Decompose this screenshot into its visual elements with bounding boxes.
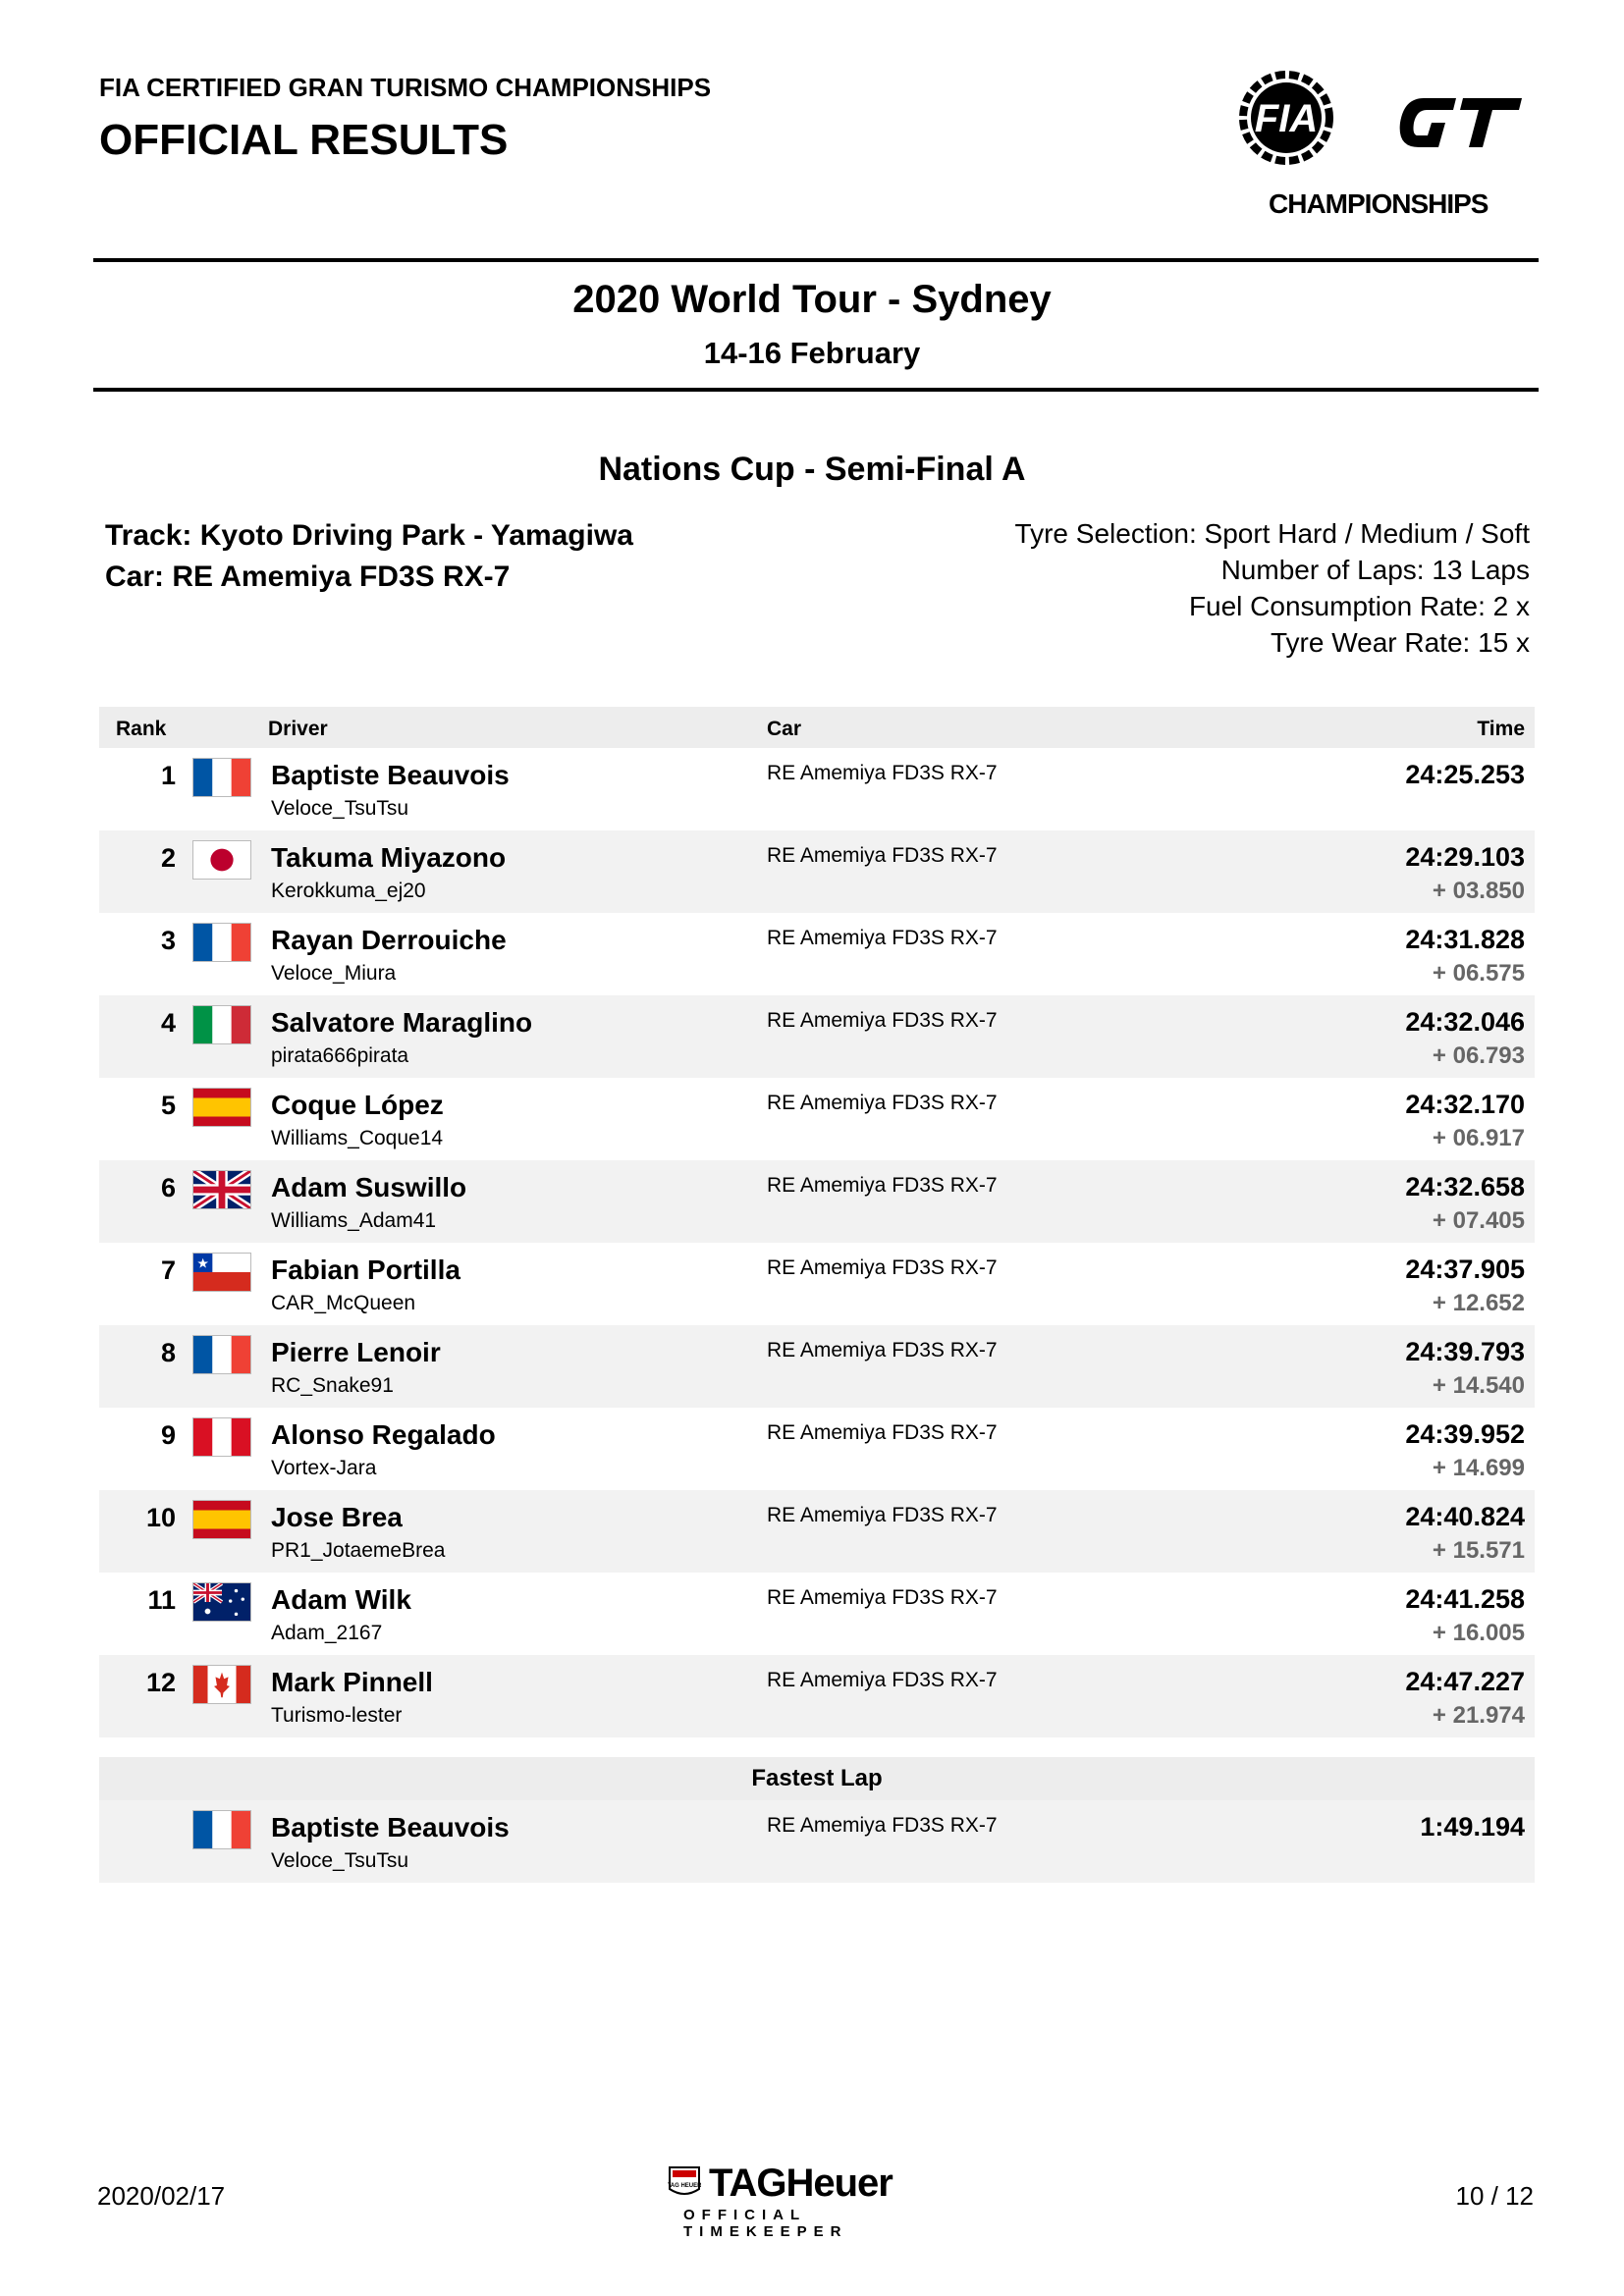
page-number: 10 / 12 bbox=[1455, 2181, 1534, 2211]
gt-logo bbox=[1400, 98, 1522, 147]
column-header-rank: Rank bbox=[116, 718, 167, 740]
fastest-lap-row bbox=[99, 1800, 1535, 1883]
fastest-lap-driver: Baptiste Beauvois bbox=[271, 1812, 510, 1842]
header-title: OFFICIAL RESULTS bbox=[99, 116, 509, 164]
table-row bbox=[99, 1655, 1535, 1737]
driver-name: Alonso Regalado bbox=[271, 1419, 496, 1450]
car-cell: RE Amemiya FD3S RX-7 bbox=[767, 1256, 998, 1279]
car-cell: RE Amemiya FD3S RX-7 bbox=[767, 1174, 998, 1197]
results-table-header bbox=[99, 707, 1535, 748]
event-dates: 14-16 February bbox=[703, 336, 921, 370]
car-cell: RE Amemiya FD3S RX-7 bbox=[767, 1339, 998, 1362]
session-title: Nations Cup - Semi-Final A bbox=[598, 451, 1026, 488]
table-row bbox=[99, 1573, 1535, 1655]
car-cell: RE Amemiya FD3S RX-7 bbox=[767, 1669, 998, 1691]
car-cell: RE Amemiya FD3S RX-7 bbox=[767, 1586, 998, 1609]
gap-cell: + 15.571 bbox=[1432, 1537, 1525, 1564]
driver-handle: Vortex-Jara bbox=[271, 1457, 377, 1479]
gap-cell: + 07.405 bbox=[1432, 1207, 1525, 1234]
tag-heuer-logo bbox=[668, 2162, 962, 2240]
driver-name: Baptiste Beauvois bbox=[271, 760, 510, 790]
time-cell: 24:32.658 bbox=[1405, 1172, 1525, 1201]
top-divider bbox=[93, 258, 1539, 262]
rank-cell: 11 bbox=[147, 1585, 176, 1615]
spain-flag bbox=[192, 1500, 251, 1539]
rank-cell: 9 bbox=[160, 1420, 176, 1450]
championship-logos bbox=[1218, 69, 1542, 226]
gap-cell: + 06.917 bbox=[1432, 1125, 1525, 1151]
chile-flag bbox=[192, 1253, 251, 1292]
rank-cell: 4 bbox=[160, 1008, 176, 1038]
sponsor-wordmark: TAGHeuer bbox=[709, 2162, 893, 2205]
gap-cell: + 12.652 bbox=[1432, 1290, 1525, 1316]
event-title: 2020 World Tour - Sydney bbox=[572, 278, 1052, 321]
france-flag bbox=[192, 1335, 251, 1374]
fia-logo bbox=[1243, 75, 1329, 161]
driver-handle: Veloce_TsuTsu bbox=[271, 797, 409, 820]
rank-cell: 6 bbox=[160, 1173, 176, 1202]
rank-cell: 1 bbox=[160, 761, 176, 790]
rank-cell: 2 bbox=[160, 843, 176, 873]
table-row bbox=[99, 1078, 1535, 1160]
canada-flag bbox=[192, 1665, 251, 1704]
car-cell: RE Amemiya FD3S RX-7 bbox=[767, 927, 998, 949]
gap-cell: + 16.005 bbox=[1432, 1620, 1525, 1646]
number-of-laps: Number of Laps: 13 Laps bbox=[1220, 555, 1530, 585]
australia-flag bbox=[192, 1582, 251, 1622]
driver-handle: Kerokkuma_ej20 bbox=[271, 880, 426, 902]
car-cell: RE Amemiya FD3S RX-7 bbox=[767, 844, 998, 867]
gap-cell: + 14.699 bbox=[1432, 1455, 1525, 1481]
car-cell: RE Amemiya FD3S RX-7 bbox=[767, 1421, 998, 1444]
tyre-wear-rate: Tyre Wear Rate: 15 x bbox=[1270, 627, 1530, 658]
driver-handle: Veloce_Miura bbox=[271, 962, 397, 985]
table-row bbox=[99, 830, 1535, 913]
column-header-driver: Driver bbox=[268, 718, 328, 740]
table-row bbox=[99, 995, 1535, 1078]
driver-handle: Turismo-lester bbox=[271, 1704, 403, 1727]
table-row bbox=[99, 1160, 1535, 1243]
fastest-lap-handle: Veloce_TsuTsu bbox=[271, 1849, 409, 1872]
france-flag bbox=[192, 923, 251, 962]
driver-name: Coque López bbox=[271, 1090, 444, 1120]
time-cell: 24:29.103 bbox=[1405, 842, 1525, 872]
car-cell: RE Amemiya FD3S RX-7 bbox=[767, 762, 998, 784]
car-cell: RE Amemiya FD3S RX-7 bbox=[767, 1092, 998, 1114]
driver-handle: Williams_Coque14 bbox=[271, 1127, 444, 1149]
driver-name: Pierre Lenoir bbox=[271, 1337, 441, 1367]
driver-handle: Williams_Adam41 bbox=[271, 1209, 437, 1232]
uk-flag bbox=[192, 1170, 251, 1209]
logo-caption: CHAMPIONSHIPS bbox=[1269, 188, 1489, 219]
fia-logo-text: FIA bbox=[1254, 97, 1319, 140]
japan-flag bbox=[192, 840, 251, 880]
column-header-car: Car bbox=[767, 718, 802, 740]
fuel-rate: Fuel Consumption Rate: 2 x bbox=[1188, 591, 1530, 621]
time-cell: 24:47.227 bbox=[1405, 1667, 1525, 1696]
event-divider bbox=[93, 388, 1539, 392]
car-label: Car: RE Amemiya FD3S RX-7 bbox=[105, 561, 511, 593]
time-cell: 24:32.046 bbox=[1405, 1007, 1525, 1037]
table-row bbox=[99, 1490, 1535, 1573]
session-info-left bbox=[105, 515, 633, 598]
time-cell: 24:25.253 bbox=[1405, 760, 1525, 789]
italy-flag bbox=[192, 1005, 251, 1044]
driver-name: Mark Pinnell bbox=[271, 1667, 433, 1697]
rank-cell: 10 bbox=[145, 1503, 176, 1532]
driver-handle: PR1_JotaemeBrea bbox=[271, 1539, 446, 1562]
driver-handle: pirata666pirata bbox=[271, 1044, 409, 1067]
time-cell: 24:40.824 bbox=[1405, 1502, 1525, 1531]
header-supertitle: FIA CERTIFIED GRAN TURISMO CHAMPIONSHIPS bbox=[99, 73, 712, 102]
driver-name: Jose Brea bbox=[271, 1502, 403, 1532]
driver-name: Fabian Portilla bbox=[271, 1255, 460, 1285]
driver-handle: CAR_McQueen bbox=[271, 1292, 416, 1314]
driver-handle: Adam_2167 bbox=[271, 1622, 383, 1644]
gap-cell: + 21.974 bbox=[1432, 1702, 1525, 1729]
gap-cell: + 03.850 bbox=[1432, 878, 1525, 904]
track-label: Track: Kyoto Driving Park - Yamagiwa bbox=[105, 519, 633, 552]
driver-handle: RC_Snake91 bbox=[271, 1374, 394, 1397]
time-cell: 24:31.828 bbox=[1405, 925, 1525, 954]
table-row bbox=[99, 1408, 1535, 1490]
time-cell: 24:39.952 bbox=[1405, 1419, 1525, 1449]
gap-cell: + 06.575 bbox=[1432, 960, 1525, 987]
driver-name: Takuma Miyazono bbox=[271, 842, 507, 873]
rank-cell: 12 bbox=[145, 1668, 176, 1697]
tag-heuer-shield-icon bbox=[668, 2165, 701, 2199]
driver-name: Adam Suswillo bbox=[271, 1172, 467, 1202]
footer-date: 2020/02/17 bbox=[97, 2181, 226, 2211]
rank-cell: 7 bbox=[160, 1255, 176, 1285]
spain-flag bbox=[192, 1088, 251, 1127]
table-row bbox=[99, 1243, 1535, 1325]
gap-cell: + 06.793 bbox=[1432, 1042, 1525, 1069]
time-cell: 24:37.905 bbox=[1405, 1255, 1525, 1284]
fastest-lap-time: 1:49.194 bbox=[1420, 1812, 1525, 1842]
driver-name: Adam Wilk bbox=[271, 1584, 411, 1615]
driver-name: Rayan Derrouiche bbox=[271, 925, 507, 955]
table-row bbox=[99, 913, 1535, 995]
fia-gt-logo bbox=[1218, 69, 1542, 187]
tag-heuer-badge-text: TAG HEUER bbox=[668, 2183, 701, 2189]
session-info-right bbox=[1015, 515, 1530, 661]
fastest-lap-car: RE Amemiya FD3S RX-7 bbox=[767, 1814, 998, 1837]
time-cell: 24:39.793 bbox=[1405, 1337, 1525, 1366]
driver-name: Salvatore Maraglino bbox=[271, 1007, 533, 1038]
results-table-body bbox=[99, 748, 1535, 1737]
rank-cell: 8 bbox=[160, 1338, 176, 1367]
rank-cell: 5 bbox=[160, 1091, 176, 1120]
tyre-selection: Tyre Selection: Sport Hard / Medium / Soft bbox=[1014, 518, 1530, 549]
car-cell: RE Amemiya FD3S RX-7 bbox=[767, 1009, 998, 1032]
france-flag bbox=[192, 1810, 251, 1849]
time-cell: 24:41.258 bbox=[1405, 1584, 1525, 1614]
column-header-time: Time bbox=[1477, 718, 1525, 740]
france-flag bbox=[192, 758, 251, 797]
time-cell: 24:32.170 bbox=[1405, 1090, 1525, 1119]
sponsor-subtitle: OFFICIAL TIMEKEEPER bbox=[683, 2207, 848, 2240]
fastest-lap-heading: Fastest Lap bbox=[99, 1757, 1535, 1800]
rank-cell: 3 bbox=[160, 926, 176, 955]
car-cell: RE Amemiya FD3S RX-7 bbox=[767, 1504, 998, 1526]
table-row bbox=[99, 1325, 1535, 1408]
table-row bbox=[99, 748, 1535, 830]
peru-flag bbox=[192, 1417, 251, 1457]
gap-cell: + 14.540 bbox=[1432, 1372, 1525, 1399]
